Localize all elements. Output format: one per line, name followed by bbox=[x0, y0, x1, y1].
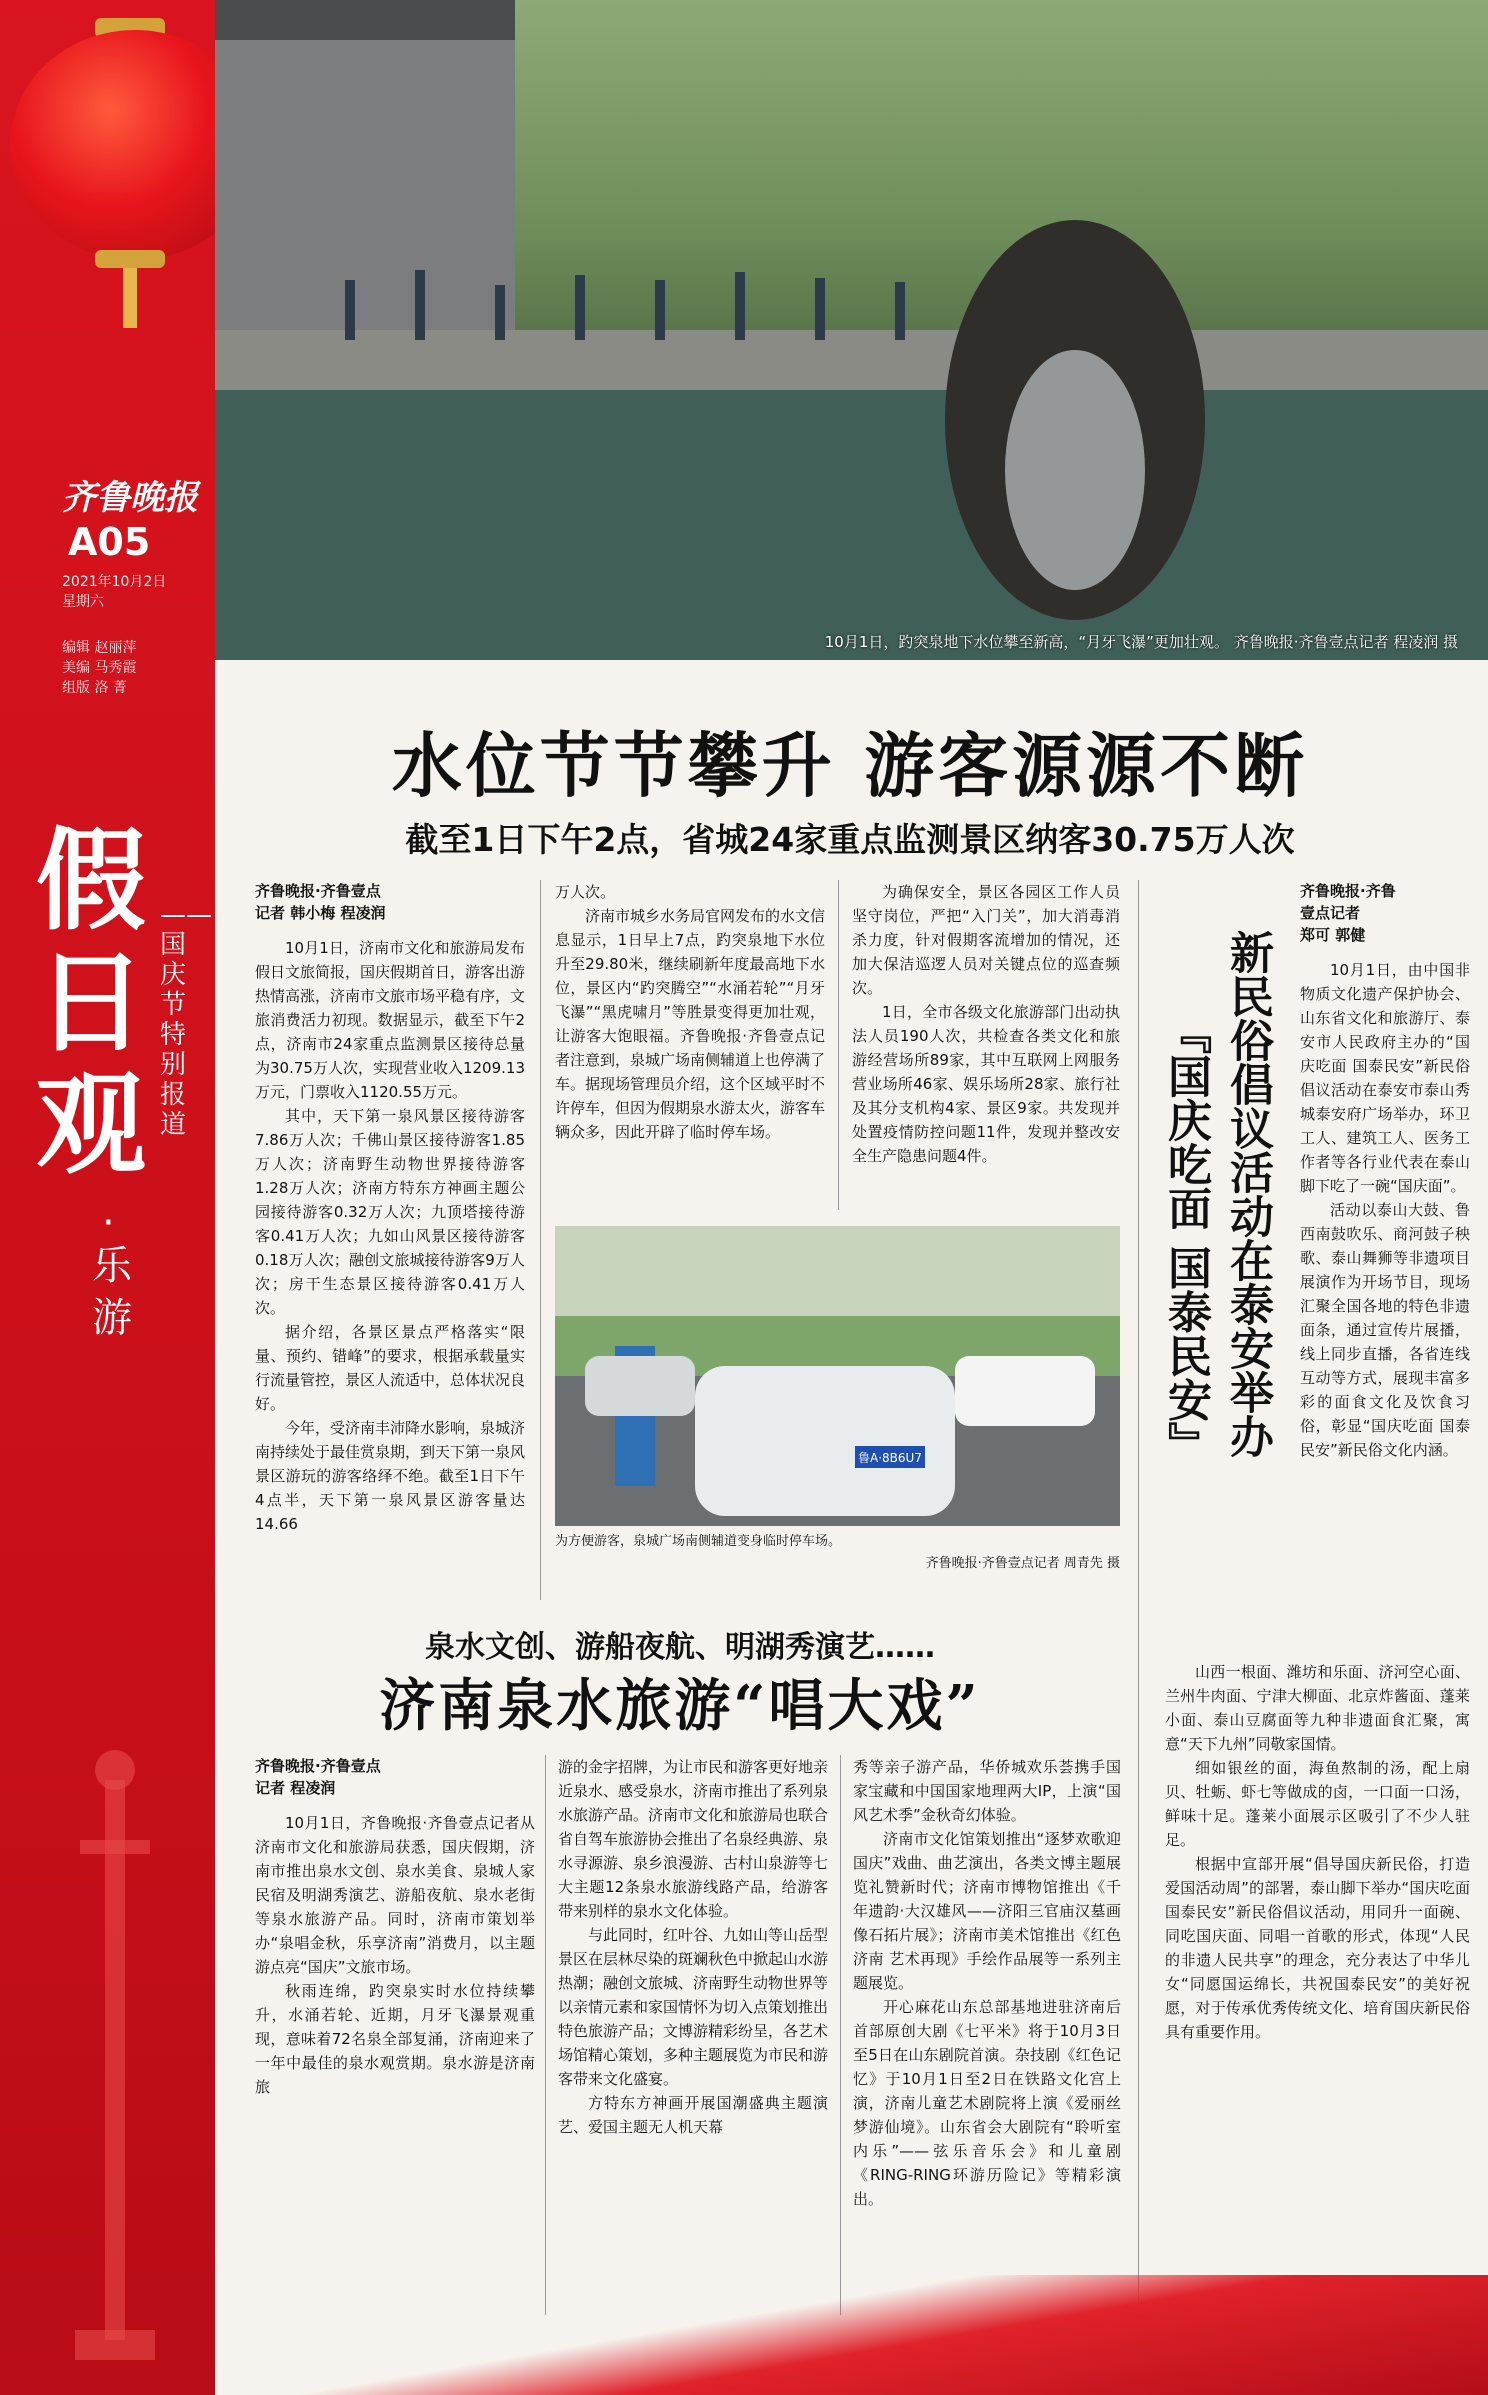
paragraph: 1日，全市各级文化旅游部门出动执法人员190人次，共检查各类文化和旅游经营场所89家，其中互联网上网服务营业场所46家、娱乐场所28家、旅行社及其分支机构4家、景区9家。共发现并处置疫情防控问题11件，发现并整改安全生产隐患问题4件。 bbox=[852, 1003, 1120, 1165]
parking-scene-image bbox=[555, 1226, 1120, 1526]
article3-kicker: 泉水文创、游船夜航、明湖秀演艺…… bbox=[425, 1630, 935, 1665]
bottom-red-ribbon bbox=[0, 2275, 1488, 2395]
article2-headline-quote: 『国庆吃面 国泰民安』 bbox=[1160, 1010, 1211, 1466]
paragraph: 据介绍，各景区景点严格落实“限量、预约、错峰”的要求，根据承载量实行流量管控，景区人流适中，总体状况良好。 bbox=[255, 1323, 526, 1413]
paragraph: 与此同时，红叶谷、九如山等山岳型景区在层林尽染的斑斓秋色中掀起山水游热潮；融创文旅城、济南野生动物世界等以亲情元素和家国情怀为切入点策划推出特色旅游产品；文博游精彩纷呈，各艺术场馆精心策划，多种主题展览为市民和游客带来文化盛宴。 bbox=[558, 1926, 829, 2088]
byline-outlet: 齐鲁晚报·齐鲁壹点 bbox=[255, 882, 381, 900]
license-plate: 鲁A·8B6U7 bbox=[858, 1451, 922, 1465]
masthead-logo: 齐鲁晚报 bbox=[62, 478, 198, 518]
byline-reporters: 郑可 郭健 bbox=[1300, 926, 1366, 944]
byline-reporters: 记者 程凌润 bbox=[255, 1779, 336, 1797]
paragraph: 山西一根面、潍坊和乐面、济河空心面、兰州牛肉面、宁津大柳面、北京炸酱面、蓬莱小面、泰山豆腐面等九种非遗面食汇聚，寓意“天下九州”同敬家国情。 bbox=[1165, 1663, 1470, 1753]
paragraph: 10月1日，由中国非物质文化遗产保护协会、山东省文化和旅游厅、泰安市人民政府主办的“国庆吃面 国泰民安”新民俗倡议活动在泰安市泰山秀城泰安府广场举办，环卫工人、建筑工人、医务工作者等各行业代表在泰山脚下吃了一碗“国庆面”。 bbox=[1300, 961, 1470, 1195]
article3-byline bbox=[255, 1755, 535, 1799]
article2-byline-block bbox=[1300, 880, 1470, 1462]
main-headline: 水位节节攀升 游客源源不断 bbox=[391, 724, 1309, 807]
article3-column-2 bbox=[558, 1755, 828, 2139]
top-photo-caption: 10月1日，趵突泉地下水位攀至新高，“月牙飞瀑”更加壮观。 齐鲁晚报·齐鲁壹点记者 程凌润 摄 bbox=[824, 633, 1458, 651]
parking-photo bbox=[555, 1226, 1120, 1526]
paragraph: 秀等亲子游产品，华侨城欢乐荟携手国家宝藏和中国国家地理两大IP，上演“国风艺术季”金秋奇幻体验。 bbox=[853, 1758, 1121, 1824]
paragraph: 方特东方神画开展国潮盛典主题演艺、爱国主题无人机天幕 bbox=[558, 2094, 828, 2136]
byline-outlet: 齐鲁晚报·齐鲁壹点 bbox=[255, 1757, 381, 1775]
paragraph: 其中，天下第一泉风景区接待游客7.86万人次；千佛山景区接待游客1.85万人次；济南野生动物世界接待游客1.28万人次；济南方特东方神画主题公园接待游客0.32万人次；九顶塔接待游客0.41万人次；九如山风景区接待游客0.18万人次；融创文旅城接待游客9万人次；房干生态景区接待游客0.41万人次。 bbox=[255, 1107, 525, 1317]
paragraph: 活动以泰山大鼓、鲁西南鼓吹乐、商河鼓子秧歌、泰山舞狮等非遗项目展演作为开场节目，现场汇聚全国各地的特色非遗面条，通过宣传片展播，线上同步直播，各省连线互动等方式，展现丰富多彩的面食文化及饮食习俗，彰显“国庆吃面 国泰民安”新民俗文化内涵。 bbox=[1300, 1201, 1470, 1459]
main-subhead: 截至1日下午2点，省城24家重点监测景区纳客30.75万人次 bbox=[405, 820, 1295, 859]
column-divider bbox=[545, 1755, 546, 2315]
article2-byline bbox=[1300, 880, 1470, 946]
byline-outlet: 齐鲁晚报·齐鲁 bbox=[1300, 882, 1396, 900]
article1-column-1 bbox=[255, 880, 525, 1536]
article1-byline bbox=[255, 880, 525, 924]
section-tag: 乐游 bbox=[92, 1243, 132, 1341]
paragraph: 10月1日，齐鲁晚报·齐鲁壹点记者从济南市文化和旅游局获悉，国庆假期，济南市推出泉水文创、泉水美食、泉城人家民宿及明湖秀演艺、游船夜航、泉水老街等泉水旅游产品。同时，济南市策划举办“泉唱金秋，乐享济南”消费月，以主题游点亮“国庆”文旅市场。 bbox=[255, 1814, 535, 1976]
paragraph: 济南市城乡水务局官网发布的水文信息显示，1日早上7点，趵突泉地下水位升至29.80米，继续刷新年度最高地下水位，景区内“趵突腾空”“水涌若轮”“月牙飞瀑”“黑虎啸月”等胜景变得更加壮观，让游客大饱眼福。齐鲁晚报·齐鲁壹点记者注意到，泉城广场南侧辅道上也停满了车。据现场管理员介绍，这个区域平时不许停车，但因为假期泉水游太火，游客车辆众多，因此开辟了临时停车场。 bbox=[555, 907, 826, 1141]
article3-column-3 bbox=[853, 1755, 1121, 2211]
column-divider bbox=[1138, 880, 1139, 2340]
dateline bbox=[62, 572, 166, 612]
layout-editor-credit: 组版 洛 菁 bbox=[62, 680, 127, 696]
lantern-cap bbox=[95, 250, 165, 268]
section-dot: · bbox=[102, 1200, 115, 1246]
paragraph: 今年，受济南丰沛降水影响，泉城济南持续处于最佳赏泉期，到天下第一泉风景区游玩的游客络绎不绝。截至1日下午4点半，天下第一泉风景区游客量达14.66 bbox=[255, 1419, 526, 1533]
byline-role: 壹点记者 bbox=[1300, 904, 1361, 922]
fountain-scene-image bbox=[215, 0, 1488, 660]
article1-column-2 bbox=[555, 880, 825, 1144]
section-subtitle: ——国庆节特别报道 bbox=[160, 900, 212, 1140]
huabiao-monument-icon bbox=[60, 1740, 170, 2360]
fountain-photo bbox=[215, 0, 1488, 660]
art-editor-credit: 美编 马秀霞 bbox=[62, 660, 137, 676]
lantern-tassel bbox=[123, 268, 137, 328]
paragraph: 万人次。 bbox=[555, 883, 616, 901]
column-divider bbox=[540, 880, 541, 1600]
staff-credits bbox=[62, 638, 136, 698]
article2-continuation bbox=[1165, 1660, 1470, 2044]
mid-photo-caption: 为方便游客，泉城广场南侧辅道变身临时停车场。 bbox=[555, 1534, 842, 1549]
sidebar bbox=[0, 0, 215, 2395]
date: 2021年10月2日 bbox=[62, 574, 167, 590]
paragraph: 开心麻花山东总部基地进驻济南后首部原创大剧《七平米》将于10月3日至5日在山东剧院首演。杂技剧《红色记忆》于10月1日至2日在铁路文化宫上演，济南儿童艺术剧院将上演《爱丽丝梦游仙境》。山东省会大剧院有“聆听室内乐”——弦乐音乐会》和儿童剧《RING-RING环游历险记》等精彩演出。 bbox=[853, 1998, 1121, 2208]
article3-headline: 济南泉水旅游“唱大戏” bbox=[379, 1673, 981, 1739]
paragraph: 游的金字招牌，为让市民和游客更好地亲近泉水、感受泉水，济南市推出了系列泉水旅游产品。济南市文化和旅游局也联合省自驾车旅游协会推出了名泉经典游、泉水寻源游、泉乡浪漫游、古村山泉游等七大主题12条泉水旅游线路产品，给游客带来别样的泉水文化体验。 bbox=[558, 1758, 829, 1920]
paragraph: 根据中宣部开展“倡导国庆新民俗，打造爱国活动周”的部署，泰山脚下举办“国庆吃面 国泰民安”新民俗倡议活动，用同升一面碗、同吃国庆面、同唱一首歌的形式，体现“人民的非遗人民共享”的理念，充分表达了中华儿女“同愿国运绵长，共祝国泰民安”的美好祝愿，对于传承优秀传统文化、培育国庆新民俗具有重要作用。 bbox=[1165, 1855, 1470, 2041]
article2-headline: 新民俗倡议活动在泰安举办 bbox=[1222, 930, 1273, 1458]
column-divider bbox=[840, 1755, 841, 2315]
mid-photo-credit: 齐鲁晚报·齐鲁壹点记者 周青先 摄 bbox=[925, 1556, 1120, 1571]
section-title: 假日观 bbox=[36, 816, 146, 1189]
column-divider bbox=[838, 880, 839, 1210]
paragraph: 为确保安全，景区各园区工作人员坚守岗位，严把“入门关”，加大消毒消杀力度，针对假期客流增加的情况，还加大保洁巡逻人员对关键点位的巡查频次。 bbox=[852, 883, 1120, 997]
byline-reporters: 记者 韩小梅 程凌润 bbox=[255, 904, 386, 922]
article1-column-3 bbox=[852, 880, 1120, 1168]
paragraph: 细如银丝的面，海鱼熬制的汤，配上扇贝、牡蛎、虾七等做成的卤，一口面一口汤，鲜味十足。蓬莱小面展示区吸引了不少人驻足。 bbox=[1165, 1759, 1470, 1849]
page-number: A05 bbox=[68, 520, 151, 564]
paragraph: 秋雨连绵，趵突泉实时水位持续攀升，水涌若轮、近期，月牙飞瀑景观重现，意味着72名泉全部复涌，济南迎来了一年中最佳的泉水观赏期。泉水游是济南旅 bbox=[255, 1982, 535, 2096]
paragraph: 10月1日，济南市文化和旅游局发布假日文旅简报，国庆假期首日，游客出游热情高涨，济南市文旅市场平稳有序，文旅消费活力初现。数据显示，截至下午2点，济南市24家重点监测景区接待总量为30.75万人次，实现营业收入1209.13万元，门票收入1120.55万元。 bbox=[255, 939, 526, 1101]
paragraph: 济南市文化馆策划推出“逐梦欢歌迎国庆”戏曲、曲艺演出，各类文博主题展览礼赞新时代；济南市博物馆推出《千年遗韵·大汉雄风——济阳三官庙汉墓画像石拓片展》；济南市美术馆推出《红色济南 艺术再现》手绘作品展等一系列主题展览。 bbox=[853, 1830, 1121, 1992]
article3-column-1 bbox=[255, 1755, 535, 2099]
weekday: 星期六 bbox=[62, 594, 104, 610]
editor-credit: 编辑 赵丽萍 bbox=[62, 640, 137, 656]
